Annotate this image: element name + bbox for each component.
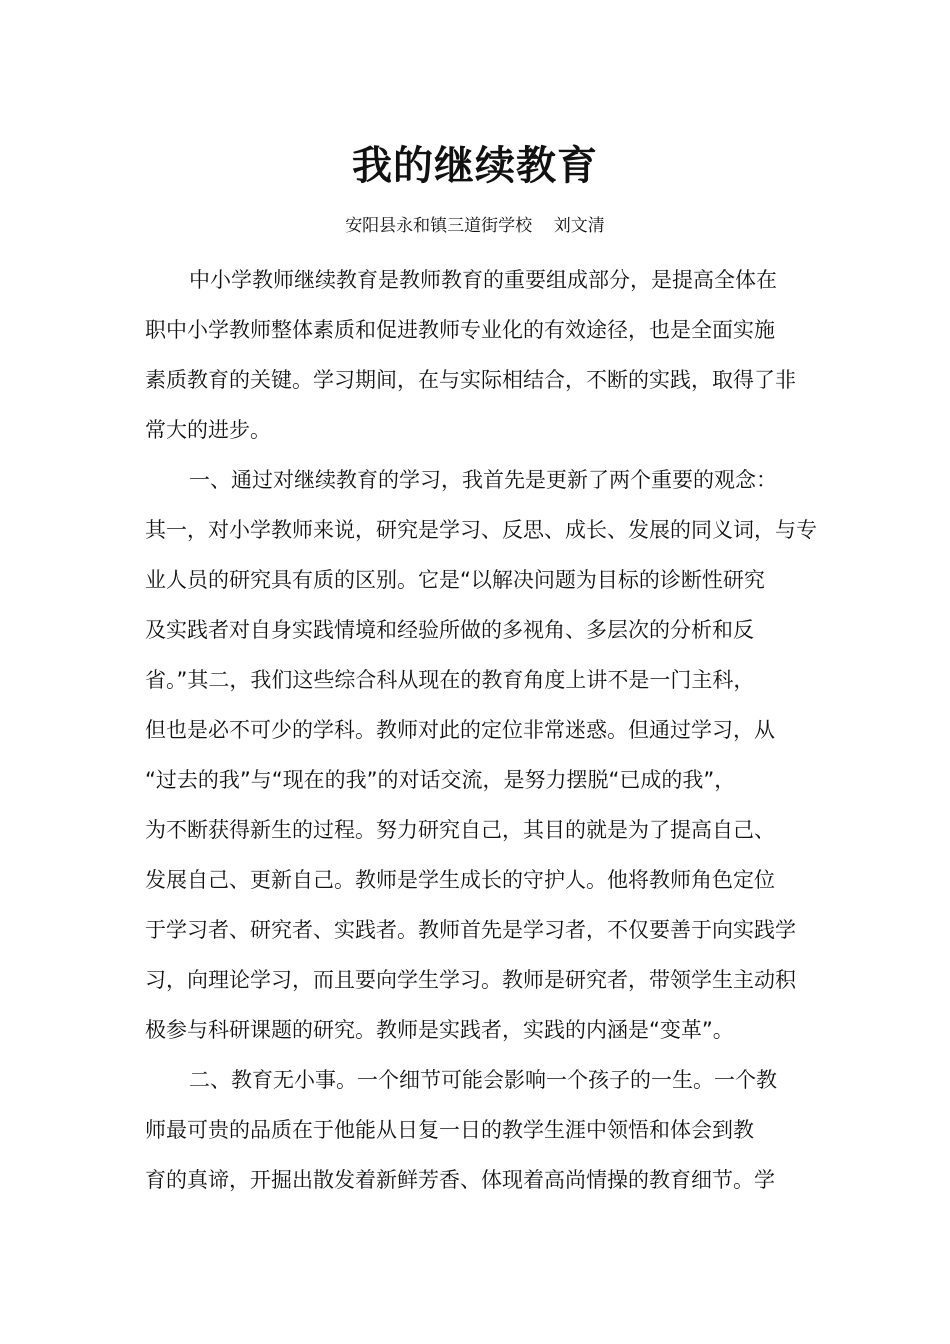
body-line: 发展自己、更新自己。教师是学生成长的守护人。他将教师角色定位 [145,868,775,892]
body-line: 素质教育的关键。学习期间，在与实际相结合，不断的实践，取得了非 [145,368,796,392]
body-line: 于学习者、研究者、实践者。教师首先是学习者，不仅要善于向实践学 [145,918,796,942]
body-line: 师最可贵的品质在于他能从日复一日的教学生涯中领悟和体会到教 [145,1118,754,1142]
body-line: 为不断获得新生的过程。努力研究自己，其目的就是为了提高自己、 [145,818,775,842]
body-line: 育的真谛，开掘出散发着新鲜芳香、体现着高尚情操的教育细节。学 [145,1168,775,1192]
document-body [145,255,825,1205]
body-line: 职中小学教师整体素质和促进教师专业化的有效途径，也是全面实施 [145,318,775,342]
body-line: 及实践者对自身实践情境和经验所做的多视角、多层次的分析和反 [145,618,754,642]
body-line: 极参与科研课题的研究。教师是实践者，实践的内涵是“变革”。 [145,1018,734,1042]
body-line: 中小学教师继续教育是教师教育的重要组成部分，是提高全体在 [189,268,777,292]
body-line: 二、教育无小事。一个细节可能会影响一个孩子的一生。一个教 [189,1068,777,1092]
author-byline: 安阳县永和镇三道街学校 刘文清 [345,216,605,236]
body-line: 省。”其二，我们这些综合科从现在的教育角度上讲不是一门主科， [145,668,755,692]
body-line: 其一，对小学教师来说，研究是学习、反思、成长、发展的同义词，与专 [145,518,817,542]
body-line: “过去的我”与“现在的我”的对话交流，是努力摆脱“已成的我”， [145,768,736,792]
document-title: 我的继续教育 [352,143,598,189]
body-line: 常大的进步。 [145,418,271,442]
body-line: 一、通过对继续教育的学习，我首先是更新了两个重要的观念： [189,468,777,492]
body-line: 但也是必不可少的学科。教师对此的定位非常迷惑。但通过学习，从 [145,718,775,742]
body-line: 习，向理论学习，而且要向学生学习。教师是研究者，带领学生主动积 [145,968,796,992]
body-line: 业人员的研究具有质的区别。它是“以解决问题为目标的诊断性研究 [145,568,765,592]
